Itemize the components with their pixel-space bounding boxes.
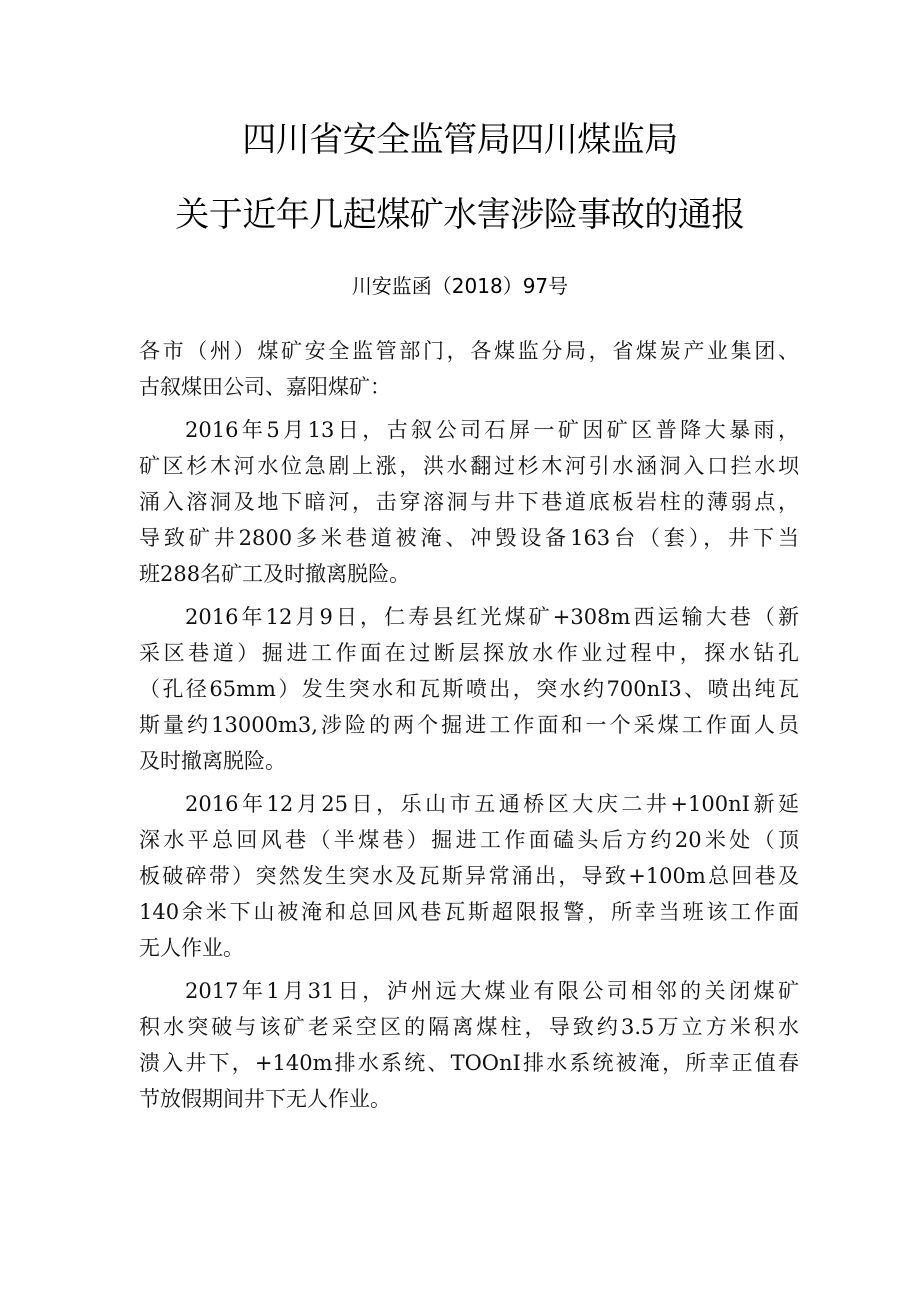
salutation-paragraph xyxy=(139,333,799,405)
text-line: 深水平总回风巷（半煤巷）掘进工作面磕头后方约20米处（顶 xyxy=(139,828,799,852)
text-line: 无人作业。 xyxy=(139,936,244,960)
text-line: 板破碎带）突然发生突水及瓦斯异常涌出，导致+100m总回巷及 xyxy=(139,864,799,888)
paragraph-incident-3 xyxy=(139,786,799,966)
text-line: 节放假期间井下无人作业。 xyxy=(139,1087,391,1111)
paragraph-incident-4 xyxy=(139,973,799,1117)
text-line: 2016年12月9日，仁寿县红光煤矿+308m西运输大巷（新 xyxy=(185,605,799,629)
text-line: 导致矿井2800多米巷道被淹、冲毁设备163台（套），井下当 xyxy=(139,526,799,550)
document-title-line2: 关于近年几起煤矿水害涉险事故的通报 xyxy=(175,195,745,235)
text-line: （孔径65mm）发生突水和瓦斯喷出，突水约700nI3、喷出纯瓦 xyxy=(139,677,799,701)
text-line: 班288名矿工及时撤离脱险。 xyxy=(139,562,411,586)
text-line: 及时撤离脱险。 xyxy=(139,749,286,773)
paragraph-incident-1 xyxy=(139,412,799,592)
text-line: 矿区杉木河水位急剧上涨，洪水翻过杉木河引水涵洞入口拦水坝 xyxy=(139,454,799,478)
text-line: 2016年12月25日，乐山市五通桥区大庆二井+100nI新延 xyxy=(185,792,799,816)
text-line: 涌入溶洞及地下暗河，击穿溶洞与井下巷道底板岩柱的薄弱点， xyxy=(139,490,799,514)
text-line: 各市（州）煤矿安全监管部门，各煤监分局，省煤炭产业集团、 xyxy=(139,339,799,363)
text-line: 斯量约13000m3,涉险的两个掘进工作面和一个采煤工作面人员 xyxy=(139,713,799,737)
text-line: 积水突破与该矿老采空区的隔离煤柱，导致约3.5万立方米积水 xyxy=(139,1015,799,1039)
text-line: 采区巷道）掘进工作面在过断层探放水作业过程中，探水钻孔 xyxy=(139,641,799,665)
document-body xyxy=(139,333,799,1124)
text-line: 溃入井下，+140m排水系统、TOOnI排水系统被淹，所幸正值春 xyxy=(139,1051,799,1075)
text-line: 古叙煤田公司、嘉阳煤矿： xyxy=(139,375,391,399)
text-line: 140余米下山被淹和总回风巷瓦斯超限报警，所幸当班该工作面 xyxy=(139,900,799,924)
text-line: 2017年1月31日，泸州远大煤业有限公司相邻的关闭煤矿 xyxy=(185,979,799,1003)
document-number: 川安监函（2018）97号 xyxy=(351,274,569,298)
text-line: 2016年5月13日，古叙公司石屏一矿因矿区普降大暴雨， xyxy=(185,418,799,442)
paragraph-incident-2 xyxy=(139,599,799,779)
document-title-line1: 四川省安全监管局四川煤监局 xyxy=(242,120,678,160)
